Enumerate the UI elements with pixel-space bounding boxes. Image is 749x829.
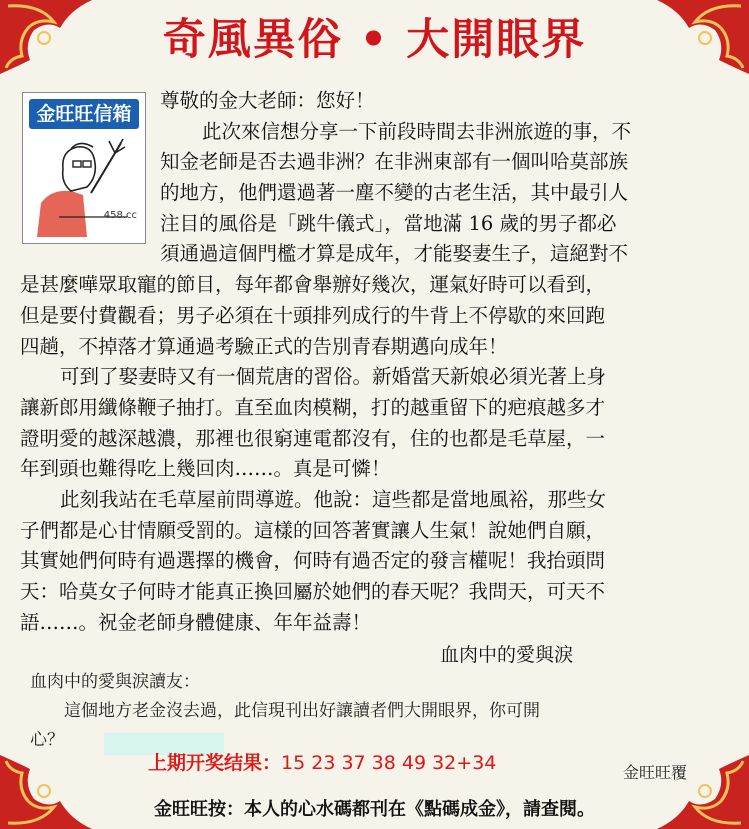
letter-line: 讓新郎用纖條鞭子抽打。直至血肉模糊，打的越重留下的疤痕越多才	[20, 395, 606, 419]
reply-salutation: 血肉中的愛與淚讀友：	[30, 672, 200, 692]
letter-line: 須通過這個門檻才算是成年，才能娶妻生子，這絕對不	[160, 242, 629, 266]
letter-line: 可到了娶妻時又有一個荒唐的習俗。新婚當天新娘必須光著上身	[60, 365, 607, 389]
letter-signature: 血肉中的愛與淚	[440, 644, 574, 666]
letter-line: 其實她們何時有過選擇的機會，何時有過否定的發言權呢！我抬頭問	[20, 549, 606, 573]
reply-body: 心？	[30, 730, 64, 750]
letter-line: 的地方，他們還過著一塵不變的古老生活，其中最引人	[160, 181, 629, 205]
letter-line: 天：哈莫女子何時才能真正換回屬於她們的春天呢？我問天，可天不	[20, 580, 606, 603]
mailbox-label: 金旺旺信箱	[29, 99, 139, 129]
letter-line: 此刻我站在毛草屋前問導遊。他說：這些都是當地風裕，那些女	[60, 487, 607, 511]
footer-note: 金旺旺按：本人的心水碼都刊在《點碼成金》，請查閱。	[154, 799, 595, 820]
letter-line: 四趟，不掉落才算通過考驗正式的告別青春期邁向成年！	[20, 334, 508, 358]
letter-greeting: 尊敬的金大老師：您好！	[160, 89, 375, 112]
letter-line: 證明愛的越深越濃，那裡也很窮連電都沒有，住的也都是毛草屋，一	[20, 426, 606, 450]
result-label: 上期开奖结果：	[148, 752, 282, 774]
letter-line: 子們都是心甘情願受罰的。這樣的回答著實讓人生氣！說她們自願，	[20, 518, 606, 542]
letter-line: 此次來信想分享一下前段時間去非洲旅遊的事，不	[202, 119, 632, 143]
letter-line: 注目的風俗是「跳牛儀式」，當地滿 16 歲的男子都必	[160, 211, 617, 235]
letter-body	[20, 86, 735, 638]
letter-line: 年到頭也難得吃上幾回肉……。真是可憐！	[20, 457, 391, 481]
letter-line: 是甚麼嘩眾取寵的節目，每年都會舉辦好幾次，運氣好時可以看到，	[20, 273, 606, 297]
letter-line: 知金老師是否去過非洲？在非洲東部有一個叫哈莫部族	[160, 150, 629, 174]
reply-body: 這個地方老金沒去過，此信現刊出好讓讀者們大開眼界，你可開	[64, 701, 540, 721]
site-url: 458.cc	[103, 210, 137, 221]
result-numbers: 15 23 37 38 49 32+34	[281, 752, 497, 774]
reply-signature: 金旺旺覆	[622, 763, 687, 782]
letter-line: 語……。祝金老師身體健康、年年益壽！	[20, 610, 372, 634]
letter-line: 但是要付費觀看；男子必須在十頭排列成行的牛背上不停歇的來回跑	[20, 303, 606, 327]
page-title: 奇風異俗 • 大開眼界	[162, 15, 587, 65]
lottery-result	[148, 748, 496, 775]
